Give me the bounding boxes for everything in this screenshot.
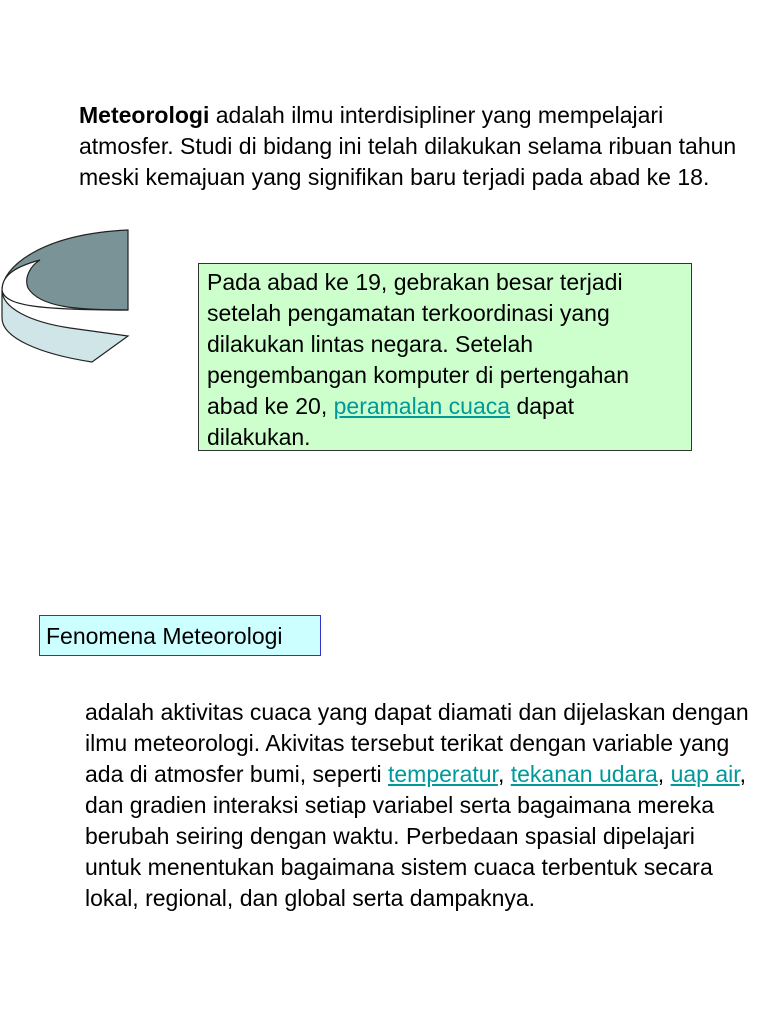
intro-term: Meteorologi (79, 102, 210, 128)
history-text-before: Pada abad ke 19, gebrakan besar terjadi setelah pengamatan terkoordinasi yang dilakukan lintas negara. Setelah pengembangan komputer di pertengahan abad ke 20, (207, 269, 629, 419)
history-callout-box (198, 263, 692, 451)
air-pressure-link[interactable]: tekanan udara (510, 761, 658, 787)
intro-text: adalah ilmu interdisipliner yang mempelajari atmosfer. Studi di bidang ini telah dilakukan selama ribuan tahun meski kemajuan yang signifikan baru terjadi pada abad ke 18. (79, 102, 737, 190)
curved-arrow-back (2, 230, 128, 310)
definition-separator-2: , (657, 761, 671, 787)
intro-paragraph (79, 100, 749, 193)
definition-part-1: adalah aktivitas cuaca yang dapat diamati dan dijelaskan dengan ilmu meteorologi. Akivitas tersebut terikat dengan variable yang ada di atmosfer bumi, seperti (85, 699, 749, 787)
history-text-after: dapat dilakukan. (207, 393, 575, 450)
water-vapor-link[interactable]: uap air (670, 761, 740, 787)
definition-part-2: , dan gradien interaksi setiap variabel serta bagaimana mereka berubah seiring dengan waktu. Perbedaan spasial dipelajari untuk menentukan bagaimana sistem cuaca terbentuk secara lokal, regional, dan global serta dampaknya. (85, 761, 747, 911)
temperature-link[interactable]: temperatur (387, 761, 498, 787)
phenomena-label-box: Fenomena Meteorologi (39, 615, 321, 656)
definition-paragraph (85, 697, 753, 914)
definition-separator-1: , (497, 761, 511, 787)
curved-arrow-shape (0, 228, 132, 368)
weather-forecast-link[interactable]: peramalan cuaca (333, 393, 511, 419)
